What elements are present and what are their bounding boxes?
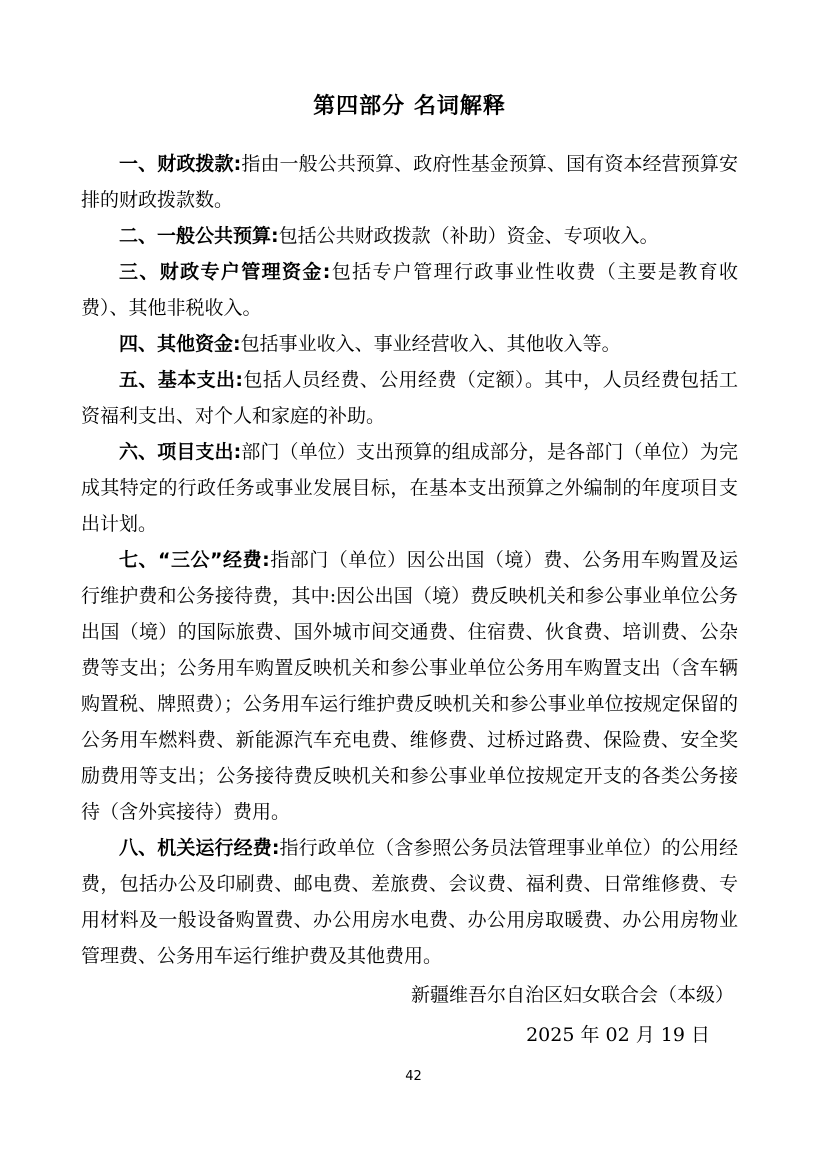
term-label: 五、基本支出: [119, 369, 244, 391]
term-label: 四、其他资金: [119, 333, 241, 355]
term-definition: 部门（单位）支出预算的组成部分，是各部门（单位）为完成其特定的行政任务或事业发展目标，在基本支出预算之外编制的年度项目支出计划。 [81, 441, 738, 535]
term-label: 七、“三公”经费: [119, 549, 270, 571]
term-label: 二、一般公共预算: [119, 225, 279, 247]
definition-paragraph [81, 362, 738, 434]
definition-paragraph [81, 218, 738, 254]
definition-paragraph [81, 326, 738, 362]
definition-paragraph [81, 830, 738, 974]
term-label: 六、项目支出: [119, 441, 242, 463]
page-number: 42 [405, 1069, 422, 1084]
definition-paragraph [81, 542, 738, 830]
definition-paragraph [81, 434, 738, 542]
issuing-organization: 新疆维吾尔自治区妇女联合会（本级） [410, 984, 734, 1006]
term-definition: 指由一般公共预算、政府性基金预算、国有资本经营预算安排的财政拨款数。 [81, 153, 738, 211]
term-label: 一、财政拨款: [119, 153, 242, 175]
term-label: 三、财政专户管理资金: [119, 261, 331, 283]
term-definition: 包括事业收入、事业经营收入、其他收入等。 [240, 333, 621, 355]
term-label: 八、机关运行经费: [119, 837, 280, 859]
definition-paragraph [81, 146, 738, 218]
term-definition: 指部门（单位）因公出国（境）费、公务用车购置及运行维护费和公务接待费，其中:因公出国（境）费反映机关和参公事业单位公务出国（境）的国际旅费、国外城市间交通费、住宿费、伙食费、培训费、公杂费等支出；公务用车购置反映机关和参公事业单位公务用车购置支出（含车辆购置税、牌照费）；公务用车运行维护费反映机关和参公事业单位按规定保留的公务用车燃料费、新能源汽车充电费、维修费、过桥过路费、保险费、安全奖励费用等支出；公务接待费反映机关和参公事业单位按规定开支的各类公务接待（含外宾接待）费用。 [81, 549, 738, 823]
term-definition: 包括公共财政拨款（补助）资金、专项收入。 [278, 225, 659, 247]
term-definition: 指行政单位（含参照公务员法管理事业单位）的公用经费，包括办公及印刷费、邮电费、差旅费、会议费、福利费、日常维修费、专用材料及一般设备购置费、办公用房水电费、办公用房取暖费、办公用房物业管理费、公务用车运行维护费及其他费用。 [81, 837, 738, 967]
issue-date: 2025 年 02 月 19 日 [526, 1024, 710, 1046]
definition-paragraph [81, 254, 738, 326]
page-title: 第四部分 名词解释 [313, 94, 506, 119]
term-definition: 包括人员经费、公用经费（定额）。其中，人员经费包括工资福利支出、对个人和家庭的补助。 [81, 369, 738, 427]
term-definition: 包括专户管理行政事业性收费（主要是教育收费）、其他非税收入。 [81, 261, 738, 319]
